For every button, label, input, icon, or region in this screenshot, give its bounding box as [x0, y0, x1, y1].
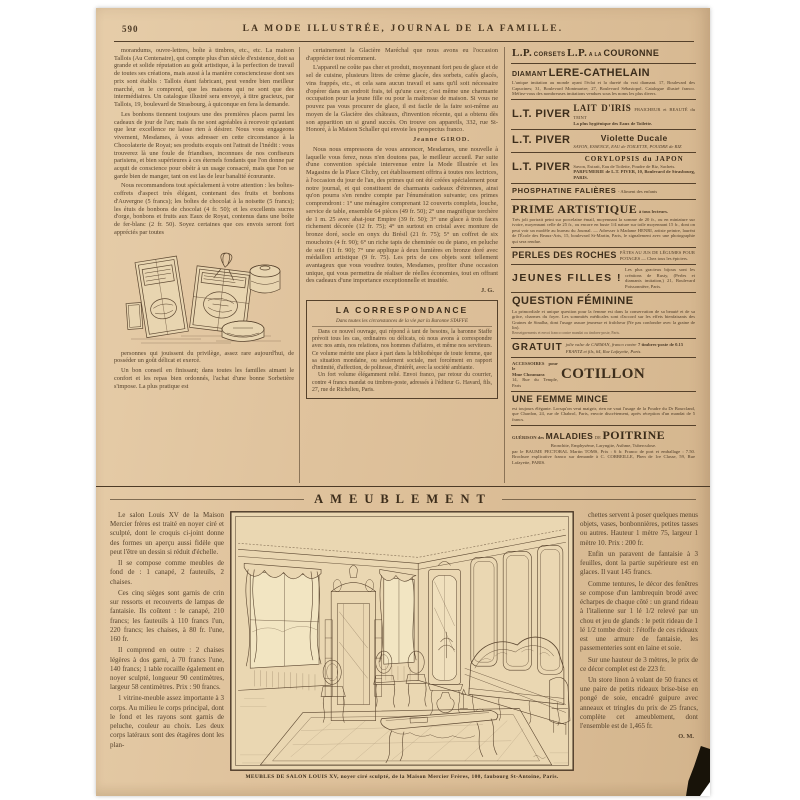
- ad-text: POITRINE: [602, 428, 666, 443]
- ad-lp-corsets: [511, 47, 696, 63]
- ad-phosphatine: [511, 183, 696, 199]
- ad-title: QUESTION FÉMININE: [512, 295, 634, 308]
- signature-jg: J. G.: [481, 287, 494, 295]
- ad-text: - Aliment des enfants: [617, 189, 658, 195]
- newspaper-page: [96, 8, 710, 796]
- ad-text: SAVON, ESSENCE, EAU de TOILETTE, POUDRE de RIZ: [573, 143, 682, 149]
- ad-text: Bronchite, Emphysème, Laryngite, Asthme, Tuberculose.: [550, 443, 657, 449]
- correspondance-subtitle: Dans toutes les circonstances de la vie par la Baronne STAFFE: [312, 318, 492, 327]
- ad-text: PARFUMERIE de L.T. PIVER, 10, Boulevard de Strasbourg, PARIS.: [573, 169, 695, 180]
- ad-title: JEUNES FILLES !: [512, 271, 623, 284]
- ad-text: A LA: [588, 52, 602, 58]
- ad-text: L.P.: [567, 47, 588, 59]
- section-heading-row: [110, 492, 696, 507]
- paragraph: L'appareil ne coûte pas cher et produit, moyennant fort peu de glace et de sel de cuisine, plusieurs litres de crème glacée, des sorbets, cafés glacés, vins frappés, etc., et cela sans aucun travail et sans qu'il soit nécessaire d'opérer dans un endroit frais, tel qu'une cave; c'est même une charmante occupation pour la jeune fille ou pour la maîtresse de maison. Si vous ne pouvez pas vous procurer de glace, il est facile de la faire soi-même au moyen de la Glacière des châteaux, d'invention récente, qui a obtenu dès son apparition un si grand succès. On trouve ces appareils, 332, rue St-Honoré, à la Maison Schaller qui envoie les prospectus franco.: [306, 64, 498, 134]
- ad-body: Très joli portrait peint sur porcelaine émail, moyennant la somme de 20 fr., ou en miniature sur ivoire, moyennant celle de 25 fr., ou encore en buste 1/4 nature sur toile moyennant 15 fr., dont on peut voir un modèle au bureau du Journal. — Adresser à Madame HENRI, artiste peintre, lauréat de l'École des Beaux-Arts, 15, boulevard St-Martin, Paris, le signalement avec une photographie qui sera rendue.: [512, 216, 695, 244]
- ad-title: GRATUIT: [512, 341, 563, 353]
- masthead-title: LA MODE ILLUSTRÉE, JOURNAL DE LA FAMILLE.: [242, 24, 564, 34]
- text-column-1: [114, 47, 299, 483]
- ad-body: 7 timbres-poste de 0.15: [638, 342, 684, 348]
- ad-text: FRAICHEUR et BEAUTÉ du TEINT: [573, 106, 695, 120]
- signature-om: O. M.: [678, 733, 694, 741]
- paragraph: Nous recommandons tout spécialement à votre attention : les boîtes-coffrets d'aspect très élégant, contenant des fruits et bonbons d'Auvergne (5 francs); les boîtes de chocolat à la noisette (5 francs); les étuis de bonbons de chocolat (4 fr. 50); et les excellents sucres d'orge, bonbons et fruits aux Eaux de Royat, contenus dans une boîte de fer-blanc (2 fr. 50). Soyez certaines que ces envois seront fort appréciés par toutes: [114, 182, 294, 236]
- paragraph: morandums, ouvre-lettres, boîte à timbres, etc., etc. La maison Tallois (Au Centenaire), qui compte plus d'un siècle d'existence, doit sa grande et solide réputation au goût artistique, à la perfection de travail de toutes ses créations, mais aussi à la manière consciencieuse dont ses prix sont établis : Tallois étant fabricant, peut vendre bien meilleur marché, on le comprend, que les maisons qui ne sont que des intermédiaires. Un catalogue illustré sera envoyé, à titre gracieux, par Tallois, 19, boulevard de Strasbourg, à quiconque en fera la demande.: [114, 47, 294, 109]
- ad-une-femme-mince: [511, 391, 696, 425]
- ad-text: COURONNE: [603, 48, 660, 58]
- paragraph: Il se compose comme meubles de fond de : 1 canapé, 2 fauteuils, 2 chaises.: [110, 559, 224, 586]
- ad-product: LAIT D'IRIS: [573, 102, 632, 113]
- ad-piver-lait-iris: [511, 99, 696, 129]
- paragraph: Le salon Louis XV de la Maison Mercier frères est traité en noyer ciré et sculpté, dont le croquis ci-joint donne des formes un aperçu aussi fidèle que peut l'être un dessin si réduit d'échelle.: [110, 511, 224, 556]
- paragraph: Les bonbons tiennent toujours une des premières places parmi les cadeaux de jour de l'an; mais ils ne sont agréables à recevoir qu'autant que leur excellence ne laisse rien à désirer. Nous vous engageons vivement, Mesdames, à vous adresser en cette circonstance à la Chocolaterie de Royat; ses produits exquis ont l'attrait de l'inédit : vous trouverez là une foule de friandises, inconnues de nos confiseurs parisiens, et bien supérieures à ces éternels fondants que l'on donne par acquit de conscience pour obéir à un usage consacré, mais que l'on se garde bien de manger, tant on est las de leur banalité écœurante.: [114, 110, 294, 180]
- ad-body: Les plus gracieux bijoux sont les créations de Rusty, (Perles et diamants imitation,) 21, Boulevard Poissonnière, Paris.: [625, 267, 695, 289]
- ameublement-right-column: [580, 511, 698, 790]
- ad-jeunes-filles: [511, 264, 696, 292]
- ad-text: 14, Rue du Temple, Paris: [512, 377, 558, 388]
- ad-text: DIAMANT: [512, 70, 548, 78]
- ad-prime-artistique: [511, 199, 696, 247]
- heading-rule-left: [110, 499, 304, 500]
- ad-brand: L.T. PIVER: [512, 107, 571, 120]
- ad-body: est toujours élégante. Lorsqu'on veut maigrir, rien ne vaut l'usage de la Poudre du Dr Bourcland, que Chardon, 24, rue de Chabrol, Paris, envoie discrètement, après réception d'un mandat de 5 francs.: [512, 405, 695, 422]
- ad-piver-violette-ducale: [511, 129, 696, 151]
- ad-gratuit: [511, 338, 696, 357]
- ad-text: FRANTZ et fils, 64, Rue Lafayette, Paris.: [565, 349, 642, 355]
- ad-product: CORYLOPSIS du JAPON: [584, 155, 684, 164]
- ad-body: par le BAUME PECTORAL Martin TOMS, Prix : 6 fr. Franco de port et emballage : 7.50. Brochure explicative franco sur demande à C. CORBEILLE, Phen de 1re Classe, 59, Rue Lafayette, PARIS.: [512, 448, 695, 465]
- salon-louis-xv-engraving: [230, 511, 574, 771]
- paragraph: Sur une hauteur de 3 mètres, le prix de ce décor complet est de 223 fr.: [580, 655, 698, 673]
- ad-title: PERLES DES ROCHES: [512, 250, 617, 261]
- ad-text: LERE-CATHELAIN: [548, 66, 650, 79]
- paragraph: 1 vitrine-meuble assez importante à 3 corps. Au milieu le corps principal, dont le fond et les rayons sont garnis de peluche, couleur au choix. Les deux corps latéraux sont des étagères dont les plan-: [110, 694, 224, 749]
- ad-text: Mme Choumara: [512, 371, 545, 377]
- ad-perles-des-roches: [511, 247, 696, 264]
- ads-column: [505, 47, 696, 483]
- ameublement-section: [110, 511, 698, 790]
- ad-text: ACCESSOIRES pour le: [512, 360, 558, 372]
- paragraph: Ces cinq sièges sont garnis de crin sur ressorts et recouverts de lampas de fantaisie. Ils coûtent : le canapé, 210 francs; les fauteuils à 110 francs l'un, 220 francs; les chaises, à 80 fr. l'une, 160 fr.: [110, 588, 224, 644]
- paragraph: personnes qui jouissent du privilège, assez rare aujourd'hui, de posséder un goût délicat et exercé.: [114, 349, 294, 365]
- paragraph: chettes servent à poser quelques menus objets, vases, bonbonnières, petites tasses ou autres. Hauteur 1 mètre 75, largeur 1 mètre 10. Prix : 200 fr.: [580, 511, 698, 547]
- ad-text: Savon, Extrait, Eau de Toilette, Poudre de Riz, Sachets.: [573, 163, 676, 169]
- heading-rule-right: [502, 499, 696, 500]
- ameublement-left-column: [110, 511, 224, 790]
- ameublement-title: AMEUBLEMENT: [314, 492, 492, 506]
- paragraph: Un bon conseil en finissant; dans toutes les familles aimant le confort et les repas bien ordonnés, l'achat d'une bonne Sorbetière s'impose. La plus pratique est: [114, 367, 294, 390]
- ad-maladies-poitrine: [511, 425, 696, 468]
- paragraph: Enfin un paravent de fantaisie à 3 feuilles, dont la partie supérieure est en glaces. Il vaut 145 francs.: [580, 549, 698, 577]
- paragraph: certainement la Glacière Maréchal que nous avons eu l'occasion d'apprécier tout récemment.: [306, 47, 498, 62]
- ad-text: PHOSPHATINE FALIÈRES: [512, 186, 617, 196]
- ad-text: DE: [594, 435, 601, 441]
- signature-jeanne-girod: Jeanne GIROD.: [412, 136, 470, 144]
- correspondance-title: LA CORRESPONDANCE: [335, 305, 469, 316]
- correspondance-body: Dans ce nouvel ouvrage, qui répond à tant de besoins, la baronne Staffe prévoit tous les cas, ordinaires ou délicats, où nous avons à correspondre avec nos amis, nos relations, nos hommes d'affaires, et même nos serviteurs. Ce volume mérite une place à part dans la bibliothèque de toute femme, que sa situation mondaine, ou seulement sociale, met forcément en rapport d'intimité, d'affection, de politesse, d'intérêt, avec la société ambiante.: [312, 328, 492, 372]
- ad-body: jolie valse de CARMAN, franco contre: [565, 342, 637, 348]
- paragraph: Nous nous empressons de vous annoncer, Mesdames, une nouvelle à laquelle vous ferez, nous n'en doutons pas, le meilleur accueil. Par suite d'une convention spéciale intervenue entre la Mode Illustrée et les Magasins de la Place Clichy, cet établissement offrira à toutes nos lectrices, à l'occasion du jour de l'an, des primes qui ont été créées spécialement pour notre journal, et qui constituent de charmants cadeaux d'étrennes, ainsi qu'on pourra s'en rendre compte par l'énumération suivante; ces primes comprendront : 1° une ménagère comprenant 12 couverts complets, louche, service de table, ensemble 64 pièces (49 fr. 50); 2° une magnifique torchère de 1 m. 25 avec abat-jour Empire (39 fr. 50); 3° une glace à trois faces richement décorée (12 fr. 75); 4° un surtout en cristal avec monture de bronze doré, socle en onyx du Brésil (21 fr. 75); 5° un coffret de six mouchoirs (4 fr. 90); 6° un riche tapis de cheminée ou de piano, en peluche de soie (11 fr. 90); 7° une applique à deux lumières en bronze doré avec médaillon artistique (9 fr. 75). Les prix de ces objets sont tellement avantageux que vous voudrez toutes, Mesdames, profiter d'une occasion unique, qui vous permettra de réaliser de réelles économies, tout en offrant des cadeaux d'une importance exceptionnelle et inusitée.: [306, 145, 498, 285]
- header-rule: [114, 41, 694, 42]
- paragraph: Comme tentures, le décor des fenêtres se compose d'un lambrequin brodé avec écharpes de chaque côté : un grand rideau à l'italienne sur 1 lé 1/2 relevé par un chou et jeu de glands : le petit rideau de 1 lé 1/2 tombe droit : l'étoffe de ces rideaux est une armure de fantaisie, les passementeries sont en laine et soie.: [580, 579, 698, 653]
- ad-brand: L.T. PIVER: [512, 160, 571, 173]
- top-columns: [114, 47, 696, 483]
- paragraph: Il comprend en outre : 2 chaises légères à dos garni, à 70 francs l'une, 140 francs; 1 table rocaille également en noyer sculpté, longueur 90 centimètres, largeur 58 centimètres. Prix : 90 francs.: [110, 646, 224, 692]
- ad-text: MALADIES: [545, 431, 594, 442]
- chocolate-boxes-engraving: [121, 241, 287, 347]
- ad-text: CORSETS: [533, 52, 566, 58]
- engraving-caption: MEUBLES DE SALON LOUIS XV, noyer ciré sculpté, de la Maison Mercier Frères, 100, faubourg St-Antoine, Paris.: [245, 774, 559, 780]
- ad-text: L.P.: [512, 47, 533, 59]
- ad-text: La plus hygiénique des Eaux de Toilette.: [573, 121, 653, 127]
- ad-brand: L.T. PIVER: [512, 134, 571, 147]
- ad-text: à tous lecteurs.: [638, 209, 669, 215]
- ad-fine-print: Renseignements et envoi franco contre mandat ou timbres-poste, Paris.: [512, 330, 620, 335]
- ad-text: PÂTES AU JUS DE LÉGUMES POUR POTAGES — Chez tous les épiciers.: [619, 250, 695, 261]
- section-divider-rule: [96, 486, 710, 487]
- ad-title: UNE FEMME MINCE: [512, 394, 609, 406]
- correspondance-body: Un fort volume élégamment relié. Envoi franco, par retour du courrier, contre 4 francs mandat ou timbres-poste, adressés à l'éditeur G. Havard, fils, 27, rue de Richelieu, Paris.: [312, 372, 492, 393]
- ad-body: La primordiale et unique question pour la femme est dans la conservation de sa beauté et de sa grâce, charmes du foyer. Les sommités médicales sont d'accord sur les effets bienfaisants des Graines de Sinalba, dont l'usage assure jeunesse et fraîcheur (Ne pas confondre avec la graine de lin).: [512, 308, 695, 331]
- ad-fine-print: L'unique imitation au monde ayant l'éclat et la dureté du vrai diamant. 17, Boulevard des Capucines; 31, Boulevard Montmartre; 27, Boulevard Sébastopol. Catalogue illustré franco. Méfiez-vous des nombreuses imitations vendues sous les noms les plus divers.: [512, 80, 695, 97]
- ad-question-feminine: [511, 292, 696, 338]
- page-number: 590: [122, 24, 139, 34]
- ad-text: GUÉRISON des: [512, 435, 545, 441]
- ad-diamant-lere-cathelain: [511, 63, 696, 99]
- ad-piver-corylopsis: [511, 152, 696, 183]
- text-column-2: [299, 47, 505, 483]
- ad-product: Violette Ducale: [600, 132, 668, 143]
- correspondance-box: [306, 300, 498, 399]
- ad-title: COTILLON: [561, 366, 646, 383]
- ad-title: PRIME ARTISTIQUE: [512, 202, 638, 217]
- ad-cotillon: [511, 357, 696, 391]
- salon-engraving-block: [230, 511, 574, 790]
- paragraph: Un store linon à volant de 50 francs et une paire de petits rideaux brise-bise en pongé de soie, encadré guipure avec anneaux et tringles du prix de 25 francs, complète cet ameublement, dont l'ensemble est de 1,465 fr.: [580, 675, 698, 731]
